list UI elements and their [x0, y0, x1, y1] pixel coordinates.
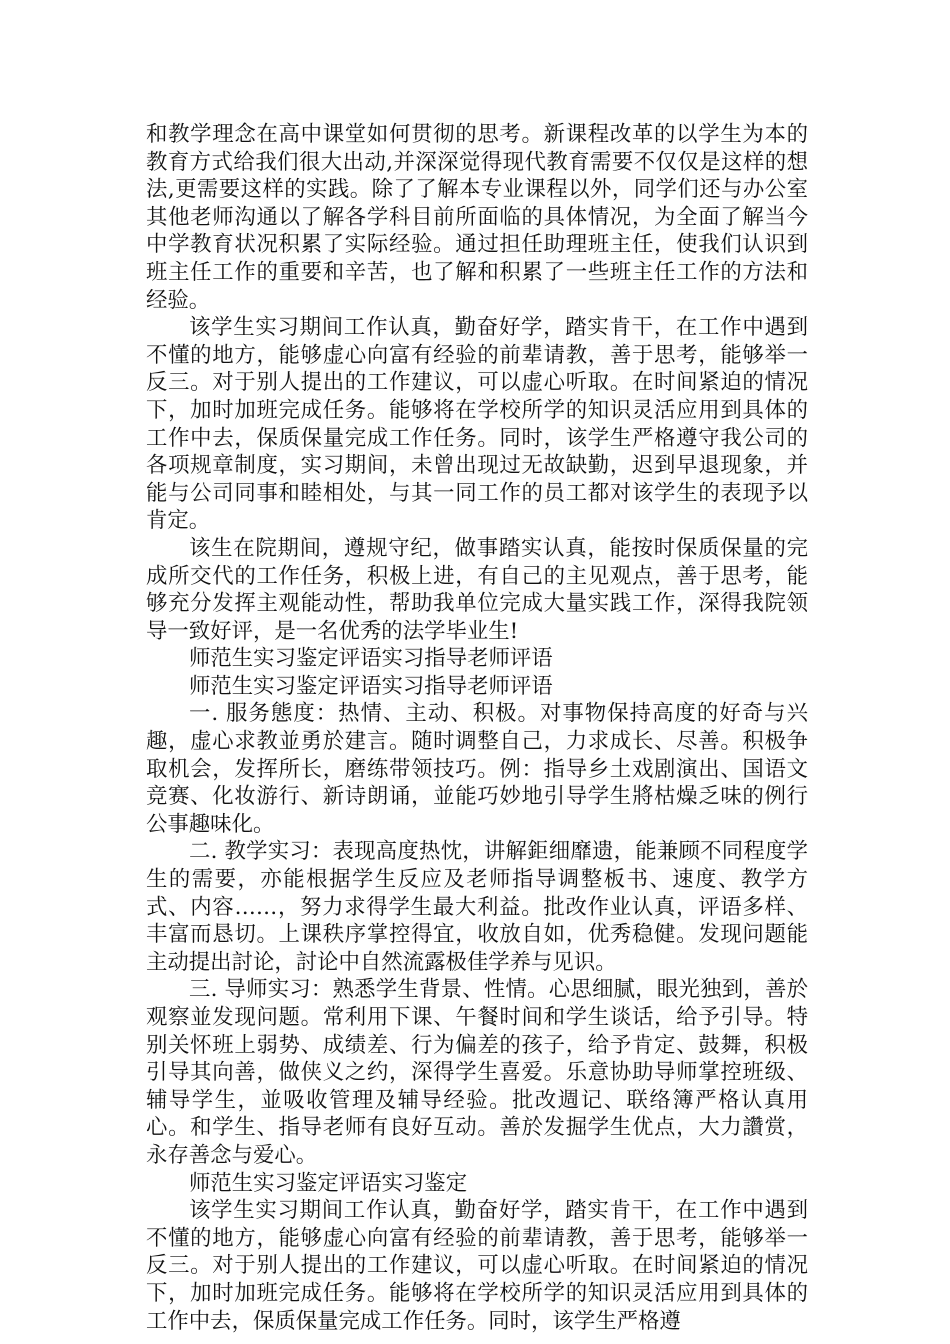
paragraph-evaluation-2: 该生在院期间，遵规守纪，做事踏实认真，能按时保质保量的完成所交代的工作任务，积极上进，有自己的主见观点，善于思考，能够充分发挥主观能动性，帮助我单位完成大量实践工作，深得我院领导一致好评，是一名优秀的法学毕业生! [146, 535, 808, 644]
document-body [146, 121, 808, 1335]
paragraph-service-attitude: 一. 服务態度：热情、主动、积极。对事物保持高度的好奇与兴趣，虚心求教並勇於建言。随时调整自己，力求成长、尽善。积极争取机会，发挥所长，磨练带领技巧。例：指导乡土戏剧演出、国语文竞赛、化妆游行、新诗朗诵，並能巧妙地引导学生將枯燥乏味的例行公事趣味化。 [146, 701, 808, 837]
paragraph-mentor-practice: 三. 导师实习：熟悉学生背景、性情。心思细腻，眼光独到，善於观察並发现问题。常利用下课、午餐时间和学生谈话，给予引导。特别关怀班上弱势、成绩差、行为偏差的孩子，给予肯定、鼓舞，积极引导其向善，做侠义之约，深得学生喜爱。乐意协助导师掌控班级、辅导学生，並吸收管理及辅导经验。批改週记、联络簿严格认真用心。和学生、指导老师有良好互动。善於发掘学生优点，大力讚赏，永存善念与爱心。 [146, 977, 808, 1168]
paragraph-intro: 和教学理念在高中课堂如何贯彻的思考。新课程改革的以学生为本的教育方式给我们很大出动,并深深觉得现代教育需要不仅仅是这样的想法,更需要这样的实践。除了了解本专业课程以外，同学们还与办公室其他老师沟通以了解各学科目前所面临的具体情况，为全面了解当今中学教育状况积累了实际经验。通过担任助理班主任，使我们认识到班主任工作的重要和辛苦，也了解和积累了一些班主任工作的方法和经验。 [146, 122, 808, 313]
paragraph-evaluation-3: 该学生实习期间工作认真，勤奋好学，踏实肯干，在工作中遇到不懂的地方，能够虚心向富有经验的前辈请教，善于思考，能够举一反三。对于别人提出的工作建议，可以虚心听取。在时间紧迫的情况下，加时加班完成任务。能够将在学校所学的知识灵活应用到具体的工作中去，保质保量完成工作任务。同时，该学生严格遵 [146, 1198, 808, 1334]
paragraph-evaluation-1: 该学生实习期间工作认真，勤奋好学，踏实肯干，在工作中遇到不懂的地方，能够虚心向富有经验的前辈请教，善于思考，能够举一反三。对于别人提出的工作建议，可以虚心听取。在时间紧迫的情况下，加时加班完成任务。能够将在学校所学的知识灵活应用到具体的工作中去，保质保量完成工作任务。同时，该学生严格遵守我公司的各项规章制度，实习期间，未曾出现过无故缺勤，迟到早退现象，并能与公司同事和睦相处，与其一同工作的员工都对该学生的表现予以肯定。 [146, 315, 808, 534]
section-heading-2: 师范生实习鉴定评语实习指导老师评语 [189, 673, 553, 699]
section-heading-1: 师范生实习鉴定评语实习指导老师评语 [189, 646, 553, 672]
paragraph-teaching-practice: 二. 教学实习：表现高度热忱，讲解鉅细靡遗，能兼顾不同程度学生的需要，亦能根据学生反应及老师指导调整板书、速度、教学方式、内容……，努力求得学生最大利益。批改作业认真，评语多样、丰富而恳切。上课秩序掌控得宜，收放自如，优秀稳健。发现问题能主动提出討论，討论中自然流露极佳学养与见识。 [146, 839, 808, 975]
section-heading-3: 师范生实习鉴定评语实习鉴定 [189, 1170, 468, 1196]
